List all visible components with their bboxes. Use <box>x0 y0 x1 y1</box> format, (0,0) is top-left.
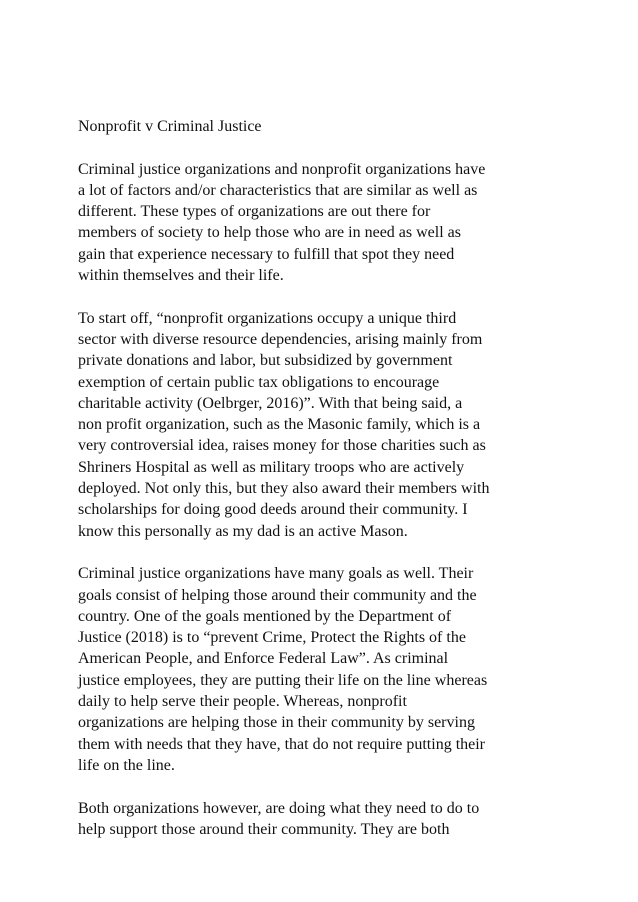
text-line: help support those around their community. They are both <box>78 820 450 838</box>
text-line: To start off, “nonprofit organizations occupy a unique third <box>78 309 457 327</box>
text-line: within themselves and their life. <box>78 267 284 285</box>
text-line: life on the line. <box>78 756 175 774</box>
text-line: scholarships for doing good deeds around their community. I <box>78 501 468 519</box>
text-line: goals consist of helping those around their community and the <box>78 586 477 604</box>
text-line: country. One of the goals mentioned by the Department of <box>78 607 452 625</box>
text-line: Justice (2018) is to “prevent Crime, Protect the Rights of the <box>78 629 466 647</box>
paragraph-4 <box>78 798 578 841</box>
text-line: members of society to help those who are in need as well as <box>78 224 461 242</box>
text-line: deployed. Not only this, but they also award their members with <box>78 480 490 498</box>
text-line: a lot of factors and/or characteristics that are similar as well as <box>78 181 478 199</box>
text-line: organizations are helping those in their community by serving <box>78 714 475 732</box>
text-line: Both organizations however, are doing what they need to do to <box>78 799 480 817</box>
text-line: sector with diverse resource dependencies, arising mainly from <box>78 330 483 348</box>
text-line: non profit organization, such as the Masonic family, which is a <box>78 416 481 434</box>
text-line: private donations and labor, but subsidized by government <box>78 352 453 370</box>
text-line: Criminal justice organizations and nonprofit organizations have <box>78 160 486 178</box>
text-line: justice employees, they are putting their life on the line whereas <box>78 671 488 689</box>
paragraph-2 <box>78 308 578 542</box>
paragraph-3 <box>78 563 578 776</box>
text-line: exemption of certain public tax obligations to encourage <box>78 373 440 391</box>
text-line: Shriners Hospital as well as military troops who are actively <box>78 458 465 476</box>
paragraph-1 <box>78 159 578 287</box>
document-title: Nonprofit v Criminal Justice <box>78 118 262 135</box>
text-line: them with needs that they have, that do not require putting their <box>78 735 486 753</box>
text-line: American People, and Enforce Federal Law”. As criminal <box>78 650 449 668</box>
text-line: gain that experience necessary to fulfill that spot they need <box>78 245 455 263</box>
text-line: daily to help serve their people. Whereas, nonprofit <box>78 693 407 711</box>
text-line: very controversial idea, raises money for those charities such as <box>78 437 486 455</box>
text-line: Criminal justice organizations have many goals as well. Their <box>78 565 474 583</box>
text-line: charitable activity (Oelbrger, 2016)”. With that being said, a <box>78 394 463 412</box>
text-line: different. These types of organizations are out there for <box>78 203 431 221</box>
text-line: know this personally as my dad is an active Mason. <box>78 522 408 540</box>
